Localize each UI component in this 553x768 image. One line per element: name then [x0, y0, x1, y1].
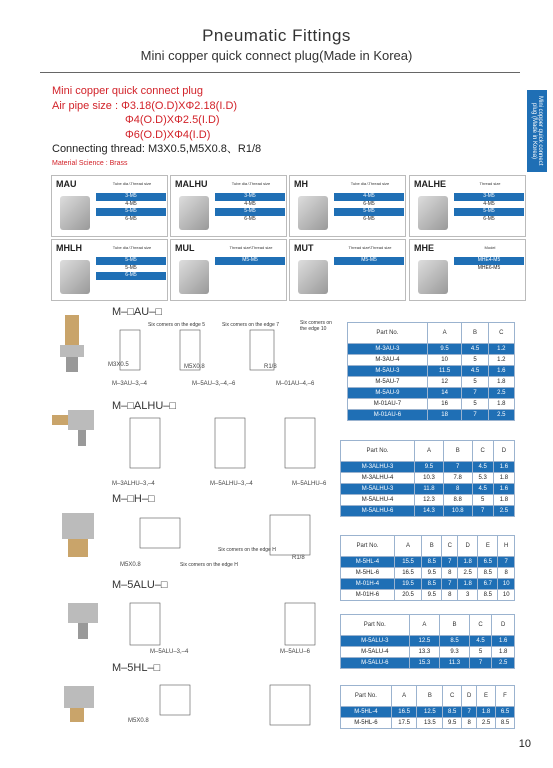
table-cell: M-5ALU-3	[341, 636, 410, 647]
catalog-card-row: 3-M5	[454, 193, 524, 201]
table-row	[348, 410, 515, 421]
section-title-alhu: M–□ALHU–□	[112, 400, 177, 412]
table-header-row	[348, 323, 515, 344]
section-title-hl: M–5HL–□	[112, 662, 161, 674]
catalog-card-row: M5-M5	[334, 257, 404, 265]
table-header-cell: B	[417, 686, 443, 707]
table-cell: 9.5	[415, 462, 444, 473]
table-cell: 9.5	[427, 344, 461, 355]
table-cell: M-5HL-4	[341, 557, 395, 568]
table-row	[348, 344, 515, 355]
catalog-card-row: 5-M5	[454, 208, 524, 216]
table-header-cell: D	[458, 536, 478, 557]
table-header-cell: E	[478, 536, 498, 557]
catalog-card-row: 5-M5	[125, 264, 137, 271]
table-cell: M-3ALHU-4	[341, 473, 415, 484]
table-cell: 11.8	[415, 484, 444, 495]
table-cell: 15.3	[409, 658, 440, 669]
catalog-card-mau	[51, 175, 168, 237]
table-cell: 7	[462, 707, 477, 718]
table-header-row	[341, 441, 515, 462]
table-cell: 7	[443, 462, 472, 473]
table-cell: 7	[469, 658, 492, 669]
table-header-row	[341, 536, 515, 557]
table-cell: 13.5	[417, 718, 443, 729]
side-tab: Mini copper quick connect plug (Made in Korea)	[527, 90, 547, 172]
table-row	[341, 718, 515, 729]
catalog-card-row: 4-M5	[483, 200, 495, 207]
table-cell: M-5AU-7	[348, 377, 428, 388]
table-cell: M-5ALU-4	[341, 647, 410, 658]
table-cell: M-5AU-3	[348, 366, 428, 377]
table-header-cell: A	[394, 536, 421, 557]
table-cell: 11.5	[427, 366, 461, 377]
fitting-photo	[418, 196, 448, 230]
table-cell: 1.8	[492, 647, 515, 658]
table-cell: 5	[462, 399, 488, 410]
table-cell: 8.5	[478, 568, 498, 579]
table-cell: 12.5	[417, 707, 443, 718]
table-cell: 8	[462, 718, 477, 729]
catalog-card-name: MHE	[414, 243, 434, 253]
caption-5alu-34: M–5ALU–3,–4	[150, 649, 189, 655]
table-cell: 1.8	[458, 579, 478, 590]
table-header-cell: C	[488, 323, 514, 344]
table-cell: 8.5	[496, 718, 515, 729]
table-cell: 12.3	[415, 495, 444, 506]
table-header-cell: Part No.	[341, 686, 392, 707]
table-cell: 8.8	[443, 495, 472, 506]
table-header-cell: C	[472, 441, 493, 462]
table-cell: 19.5	[394, 579, 421, 590]
table-cell: 12	[427, 377, 461, 388]
table-header-cell: Part No.	[341, 536, 395, 557]
table-row	[341, 636, 515, 647]
fitting-photo	[418, 260, 448, 294]
table-header-cell: Part No.	[341, 615, 410, 636]
table-cell: 2.5	[488, 388, 514, 399]
table-row	[341, 707, 515, 718]
table-cell: 20.5	[394, 590, 421, 601]
catalog-card-caption: Model	[484, 245, 496, 250]
table-cell: M-5HL-6	[341, 718, 392, 729]
fitting-photo	[298, 260, 328, 294]
catalog-card-mut	[289, 239, 406, 301]
table-cell: 9.5	[422, 590, 442, 601]
table-cell: 1.8	[493, 495, 514, 506]
table-cell: 10	[498, 590, 515, 601]
label-six-corners-h1: Six corners on the edge H	[218, 547, 276, 553]
section-title-h: M–□H–□	[112, 493, 155, 505]
table-cell: 15.5	[394, 557, 421, 568]
table-cell: M-5ALHU-4	[341, 495, 415, 506]
table-cell: 7	[462, 388, 488, 399]
table-header-cell: C	[442, 536, 458, 557]
catalog-card-row: 4-M5	[125, 200, 137, 207]
table-cell: 1.8	[488, 399, 514, 410]
photo-alhu	[50, 395, 110, 455]
table-header-cell: A	[427, 323, 461, 344]
catalog-card-row: 6-M5	[363, 215, 375, 222]
catalog-card-mhlh	[51, 239, 168, 301]
table-cell: 8	[442, 590, 458, 601]
table-row	[341, 473, 515, 484]
table-alhu	[340, 440, 515, 517]
label-m5: M5X0.8	[184, 364, 205, 370]
table-cell: 2.5	[488, 410, 514, 421]
caption-3au: M–3AU–3,–4	[112, 381, 148, 387]
drawing-alu	[120, 598, 330, 653]
table-cell: 1.8	[493, 473, 514, 484]
page-number: 10	[518, 738, 531, 750]
catalog-card-caption: Tube dia.\Thread size	[112, 181, 152, 186]
drawing-alhu	[120, 408, 330, 478]
catalog-card-name: MUL	[175, 243, 195, 253]
table-cell: M-5AU-9	[348, 388, 428, 399]
table-cell: 8.5	[443, 707, 462, 718]
catalog-card-row: MHE6-M5	[477, 264, 501, 271]
catalog-card-rows	[96, 193, 166, 223]
table-cell: 16.5	[391, 707, 417, 718]
catalog-card-row: 5-M5	[96, 257, 166, 265]
table-cell: 16.5	[394, 568, 421, 579]
table-alu	[340, 614, 515, 669]
table-cell: 5	[472, 495, 493, 506]
table-h	[340, 535, 515, 601]
table-cell: M-5HL-6	[341, 568, 395, 579]
catalog-card-name: MH	[294, 179, 308, 189]
table-cell: 1.8	[488, 377, 514, 388]
table-cell: 1.6	[492, 636, 515, 647]
table-cell: 7	[498, 557, 515, 568]
table-cell: 2.5	[477, 718, 496, 729]
label-six-corners-10: Six corners on the edge 10	[300, 320, 332, 332]
drawing-hl	[140, 680, 340, 735]
table-cell: M-5ALHU-6	[341, 506, 415, 517]
section-title-au: M–□AU–□	[112, 306, 162, 318]
intro-title: Mini copper quick connect plug	[52, 85, 204, 97]
catalog-card-mh	[289, 175, 406, 237]
table-cell: 8.5	[422, 579, 442, 590]
section-title-alu: M–5ALU–□	[112, 579, 168, 591]
table-cell: 4.5	[472, 462, 493, 473]
table-cell: 3	[458, 590, 478, 601]
table-cell: M-5ALHU-3	[341, 484, 415, 495]
caption-5alhu: M–5ALHU–3,–4	[210, 481, 253, 487]
catalog-card-rows	[334, 193, 404, 223]
catalog-card-name: MALHE	[414, 179, 446, 189]
catalog-card-malhu	[170, 175, 287, 237]
catalog-card-caption: Thread size\Thread size	[348, 245, 392, 250]
table-cell: 7	[442, 579, 458, 590]
table-cell: 17.5	[391, 718, 417, 729]
fitting-photo	[60, 196, 90, 230]
table-row	[341, 590, 515, 601]
catalog-card-row: 6-M5	[483, 215, 495, 222]
table-cell: 16	[427, 399, 461, 410]
table-header-cell: C	[443, 686, 462, 707]
catalog-card-row: 4-M5	[334, 193, 404, 201]
table-row	[348, 399, 515, 410]
drawing-h	[130, 510, 330, 570]
catalog-card-rows	[454, 257, 524, 272]
caption-5alu-6: M–5ALU–6	[280, 649, 311, 655]
table-cell: M-3ALHU-3	[341, 462, 415, 473]
catalog-card-row: 4-M5	[244, 200, 256, 207]
intro-thread: Connecting thread: M3X0.5,M5X0.8、R1/8	[52, 143, 262, 155]
catalog-card-row: 6-M5	[96, 272, 166, 280]
drawing-au	[100, 320, 330, 380]
label-six-corners-7: Six corners on the edge 7	[222, 322, 279, 328]
table-cell: 8.5	[478, 590, 498, 601]
table-header-cell: B	[462, 323, 488, 344]
table-cell: 4.5	[462, 366, 488, 377]
table-header-cell: D	[493, 441, 514, 462]
table-cell: 1.6	[493, 484, 514, 495]
catalog-card-row: M5-M5	[215, 257, 285, 265]
table-header-cell: B	[422, 536, 442, 557]
table-cell: M-01AU-6	[348, 410, 428, 421]
table-cell: 1.8	[458, 557, 478, 568]
table-row	[341, 658, 515, 669]
table-cell: 7	[462, 410, 488, 421]
table-row	[341, 506, 515, 517]
table-header-cell: D	[492, 615, 515, 636]
table-cell: 4.5	[462, 344, 488, 355]
table-cell: 7.8	[443, 473, 472, 484]
label-m5-h: M5X0.8	[120, 562, 141, 568]
table-cell: M-5HL-4	[341, 707, 392, 718]
catalog-card-rows	[215, 257, 285, 265]
table-row	[348, 366, 515, 377]
catalog-card-malhe	[409, 175, 526, 237]
table-cell: 2.5	[492, 658, 515, 669]
fitting-photo	[60, 260, 90, 294]
table-row	[341, 579, 515, 590]
catalog-card-row: 3-M5	[215, 193, 285, 201]
table-cell: M-01AU-7	[348, 399, 428, 410]
label-r18-h: R1/8	[292, 555, 305, 561]
table-header-cell: B	[440, 615, 470, 636]
photo-hl	[50, 678, 105, 728]
label-r18: R1/8	[264, 364, 277, 370]
table-cell: 7	[442, 557, 458, 568]
catalog-card-rows	[334, 257, 404, 265]
table-cell: 5	[462, 355, 488, 366]
catalog-card-mul	[170, 239, 287, 301]
table-row	[341, 462, 515, 473]
page-title: Pneumatic Fittings	[202, 26, 351, 45]
catalog-card-caption: Thread size	[479, 181, 501, 186]
table-header-cell: F	[496, 686, 515, 707]
table-cell: 7	[472, 506, 493, 517]
caption-3alhu: M–3ALHU–3,–4	[112, 481, 155, 487]
table-cell: 5.3	[472, 473, 493, 484]
table-cell: 6.5	[496, 707, 515, 718]
table-cell: 8	[498, 568, 515, 579]
catalog-card-mhe	[409, 239, 526, 301]
table-header-cell: Part No.	[348, 323, 428, 344]
table-cell: 10	[427, 355, 461, 366]
label-six-corners-5: Six corners on the edge 5	[148, 322, 205, 328]
label-m5-hl: M5X0.8	[128, 718, 149, 724]
catalog-card-row: 3-M5	[96, 193, 166, 201]
table-cell: 10.3	[415, 473, 444, 484]
fitting-photo	[179, 196, 209, 230]
catalog-card-rows	[96, 257, 166, 280]
table-cell: 13.3	[409, 647, 440, 658]
table-row	[348, 388, 515, 399]
table-cell: 9.5	[443, 718, 462, 729]
table-header-cell: A	[415, 441, 444, 462]
catalog-card-rows	[215, 193, 285, 223]
table-hl	[340, 685, 515, 729]
table-cell: 18	[427, 410, 461, 421]
table-cell: 8	[443, 484, 472, 495]
table-row	[341, 568, 515, 579]
catalog-card-name: MHLH	[56, 243, 82, 253]
table-cell: 8.5	[440, 636, 470, 647]
table-cell: 1.2	[488, 344, 514, 355]
intro-material: Material Science : Brass	[52, 159, 128, 167]
catalog-card-caption: Tube dia.\Thread size	[112, 245, 152, 250]
table-cell: 5	[462, 377, 488, 388]
table-cell: 9.3	[440, 647, 470, 658]
catalog-card-row: 5-M5	[215, 208, 285, 216]
fitting-photo	[179, 260, 209, 294]
intro-pipe-size-3: Φ6(O.D)XΦ4(I.D)	[125, 128, 211, 141]
catalog-card-caption: Thread size\Thread size	[229, 245, 273, 250]
table-header-row	[341, 686, 515, 707]
table-row	[341, 495, 515, 506]
table-cell: 8	[442, 568, 458, 579]
table-cell: 14	[427, 388, 461, 399]
table-row	[348, 355, 515, 366]
photo-au	[50, 310, 100, 380]
catalog-card-caption: Tube dia.\Thread size	[231, 181, 271, 186]
table-header-cell: A	[391, 686, 417, 707]
table-cell: 4.5	[469, 636, 492, 647]
table-header-cell: B	[443, 441, 472, 462]
catalog-card-caption: Tube dia.\Thread size	[350, 181, 390, 186]
table-row	[341, 484, 515, 495]
table-cell: M-5ALU-6	[341, 658, 410, 669]
table-header-row	[341, 615, 515, 636]
table-cell: M-01H-4	[341, 579, 395, 590]
table-cell: 10	[498, 579, 515, 590]
catalog-card-row: 5-M5	[96, 208, 166, 216]
intro-block	[52, 84, 261, 171]
table-cell: 8.5	[422, 557, 442, 568]
catalog-card-name: MALHU	[175, 179, 208, 189]
table-cell: M-01H-6	[341, 590, 395, 601]
table-cell: 6.7	[478, 579, 498, 590]
table-cell: 4.5	[472, 484, 493, 495]
table-cell: 6.5	[478, 557, 498, 568]
table-cell: 1.6	[493, 462, 514, 473]
table-cell: 2.5	[493, 506, 514, 517]
table-cell: 9.5	[422, 568, 442, 579]
table-row	[341, 557, 515, 568]
table-header-cell: A	[409, 615, 440, 636]
table-cell: 5	[469, 647, 492, 658]
catalog-card-rows	[454, 193, 524, 223]
intro-pipe-size-2: Φ4(O.D)XΦ2.5(I.D)	[125, 114, 220, 126]
table-cell: 1.8	[477, 707, 496, 718]
table-cell: 10.8	[443, 506, 472, 517]
photo-h	[50, 505, 110, 565]
catalog-card-row: MHE4-M5	[454, 257, 524, 265]
table-header-cell: D	[462, 686, 477, 707]
photo-alu	[50, 595, 110, 645]
catalog-card-row: 5-M5	[334, 208, 404, 216]
table-header-cell: Part No.	[341, 441, 415, 462]
table-cell: M-3AU-3	[348, 344, 428, 355]
table-header-cell: C	[469, 615, 492, 636]
table-cell: 14.3	[415, 506, 444, 517]
intro-pipe-size: Air pipe size : Φ3.18(O.D)XΦ2.18(I.D)	[52, 99, 238, 112]
table-cell: 2.5	[458, 568, 478, 579]
table-cell: M-3AU-4	[348, 355, 428, 366]
label-six-corners-h2: Six corners on the edge H	[180, 562, 238, 568]
catalog-card-row: 6-M5	[363, 200, 375, 207]
caption-01au: M–01AU–4,–6	[276, 381, 315, 387]
label-m3: M3X0.5	[108, 362, 129, 368]
caption-5au: M–5AU–3,–4,–6	[192, 381, 236, 387]
table-row	[348, 377, 515, 388]
table-au	[347, 322, 515, 421]
catalog-card-row: 6-M5	[125, 215, 137, 222]
table-cell: 1.2	[488, 355, 514, 366]
page-subtitle: Mini copper quick connect plug(Made in Korea)	[140, 48, 413, 63]
catalog-card-row: 6-M5	[244, 215, 256, 222]
fitting-photo	[298, 196, 328, 230]
header-divider	[40, 72, 520, 73]
table-row	[341, 647, 515, 658]
table-cell: 11.3	[440, 658, 470, 669]
catalog-card-name: MUT	[294, 243, 314, 253]
table-cell: 12.5	[409, 636, 440, 647]
table-header-cell: H	[498, 536, 515, 557]
table-cell: 1.6	[488, 366, 514, 377]
catalog-card-name: MAU	[56, 179, 77, 189]
caption-5alhu-6: M–5ALHU–6	[292, 481, 327, 487]
table-header-cell: E	[477, 686, 496, 707]
